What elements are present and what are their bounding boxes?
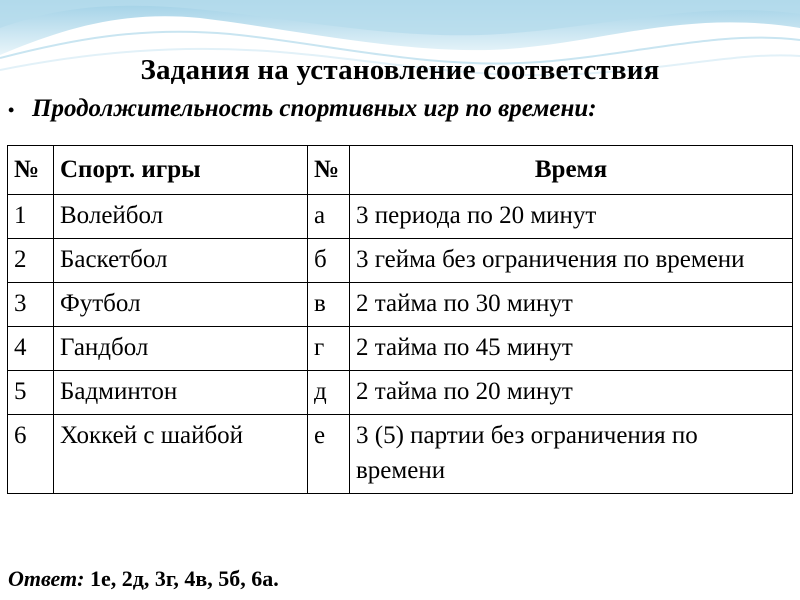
- row-time: 3 гейма без ограничения по времени: [350, 239, 793, 283]
- row-num: 2: [8, 239, 54, 283]
- row-letter: а: [308, 195, 350, 239]
- bullet-icon: •: [8, 100, 15, 121]
- row-num: 3: [8, 283, 54, 327]
- row-letter: в: [308, 283, 350, 327]
- subtitle-text: Продолжительность спортивных игр по времени:: [32, 95, 597, 122]
- row-sport: Бадминтон: [54, 371, 308, 415]
- row-time: 2 тайма по 45 минут: [350, 327, 793, 371]
- row-letter: г: [308, 327, 350, 371]
- table-header-row: [8, 146, 793, 195]
- row-time: 2 тайма по 20 минут: [350, 371, 793, 415]
- row-sport: Волейбол: [54, 195, 308, 239]
- table-row: [8, 371, 793, 415]
- task-subtitle: [8, 92, 798, 127]
- row-letter: б: [308, 239, 350, 283]
- table-row: [8, 195, 793, 239]
- row-sport: Хоккей с шайбой: [54, 415, 308, 494]
- table-row: [8, 239, 793, 283]
- header-time: Время: [350, 146, 793, 195]
- answer-text: 1е, 2д, 3г, 4в, 5б, 6а.: [89, 566, 279, 591]
- row-time: 3 периода по 20 минут: [350, 195, 793, 239]
- row-time: 3 (5) партии без ограничения по времени: [350, 415, 793, 494]
- header-letter: №: [308, 146, 350, 195]
- header-num: №: [8, 146, 54, 195]
- row-letter: е: [308, 415, 350, 494]
- table-row: [8, 415, 793, 494]
- table-row: [8, 327, 793, 371]
- row-time: 2 тайма по 30 минут: [350, 283, 793, 327]
- row-sport: Гандбол: [54, 327, 308, 371]
- row-sport: Футбол: [54, 283, 308, 327]
- matching-table: [7, 145, 793, 494]
- row-letter: д: [308, 371, 350, 415]
- row-num: 6: [8, 415, 54, 494]
- row-sport: Баскетбол: [54, 239, 308, 283]
- row-num: 4: [8, 327, 54, 371]
- answer-label: Ответ:: [8, 566, 85, 591]
- row-num: 1: [8, 195, 54, 239]
- page-title: Задания на установление соответствия: [140, 54, 660, 86]
- header-sport: Спорт. игры: [54, 146, 308, 195]
- answer-line: [8, 562, 798, 596]
- row-num: 5: [8, 371, 54, 415]
- table-row: [8, 283, 793, 327]
